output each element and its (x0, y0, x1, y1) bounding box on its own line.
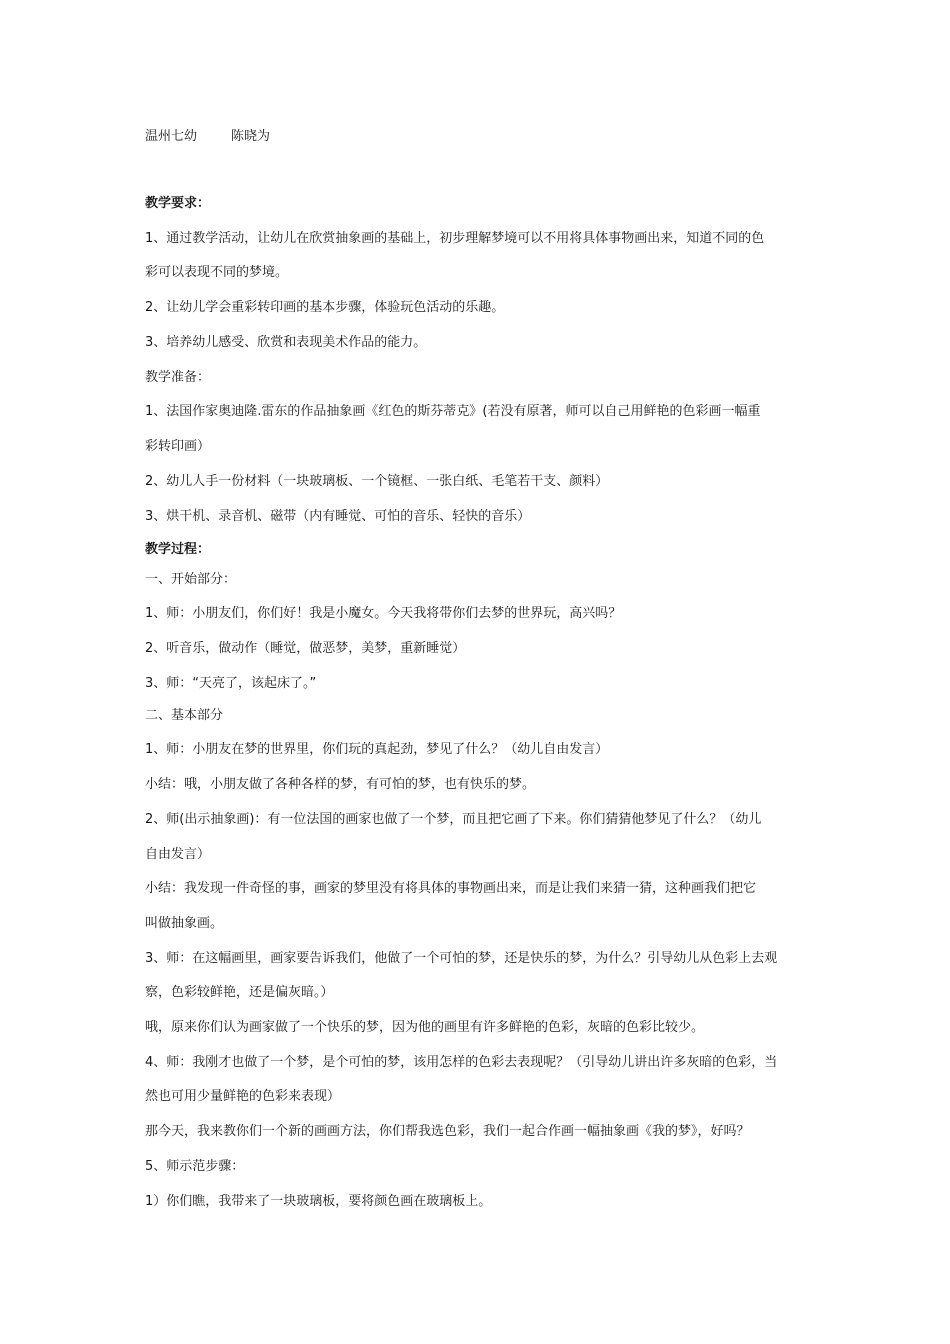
section-heading-preparation: 教学准备： (145, 370, 211, 385)
paragraph-line: 自由发言） (145, 847, 211, 862)
paragraph-line: 5、师示范步骤： (145, 1159, 245, 1174)
paragraph-line: 2、师(出示抽象画)：有一位法国的画家也做了一个梦，而且把它画了下来。你们猜猜他梦见了什么？（幼儿 (145, 812, 762, 827)
paragraph-line: 3、培养幼儿感受、欣赏和表现美术作品的能力。 (145, 335, 427, 350)
paragraph-line: 2、幼儿人手一份材料（一块玻璃板、一个镜框、一张白纸、毛笔若干支、颜料） (145, 474, 609, 489)
paragraph-line: 1、法国作家奥迪隆.雷东的作品抽象画《红色的斯芬蒂克》(若没有原著，师可以自己用鲜艳的色彩画一幅重 (145, 404, 761, 419)
subsection-heading: 一、开始部分： (145, 572, 237, 587)
section-heading-process: 教学过程： (145, 542, 211, 557)
subsection-heading: 二、基本部分 (145, 708, 224, 723)
paragraph-line: 3、师：在这幅画里，画家要告诉我们，他做了一个可怕的梦，还是快乐的梦，为什么？引导幼儿从色彩上去观 (145, 951, 778, 966)
paragraph-line: 4、师：我刚才也做了一个梦，是个可怕的梦，该用怎样的色彩去表现呢？（引导幼儿讲出许多灰暗的色彩，当 (145, 1055, 778, 1070)
paragraph-line: 3、师：“天亮了，该起床了。” (145, 676, 317, 691)
paragraph-line: 然也可用少量鲜艳的色彩来表现） (145, 1089, 341, 1104)
paragraph-line: 1、通过教学活动，让幼儿在欣赏抽象画的基础上，初步理解梦境可以不用将具体事物画出来，知道不同的色 (145, 231, 765, 246)
author-school: 温州七幼 (145, 129, 198, 144)
section-heading-requirements: 教学要求： (145, 196, 211, 211)
paragraph-line: 哦，原来你们认为画家做了一个快乐的梦，因为他的画里有许多鲜艳的色彩，灰暗的色彩比较少。 (145, 1020, 705, 1035)
paragraph-line: 察，色彩较鲜艳，还是偏灰暗。） (145, 985, 334, 1000)
paragraph-line: 叫做抽象画。 (145, 916, 224, 931)
paragraph-line: 小结：我发现一件奇怪的事，画家的梦里没有将具体的事物画出来，而是让我们来猜一猜，这种画我们把它 (145, 881, 757, 896)
paragraph-line: 2、让幼儿学会重彩转印画的基本步骤，体验玩色活动的乐趣。 (145, 300, 505, 315)
paragraph-line: 1、师：小朋友在梦的世界里，你们玩的真起劲，梦见了什么？（幼儿自由发言） (145, 742, 609, 757)
author-name: 陈晓为 (231, 129, 271, 144)
author-line (145, 127, 815, 147)
paragraph-line: 彩转印画） (145, 439, 211, 454)
paragraph-line: 3、烘干机、录音机、磁带（内有睡觉、可怕的音乐、轻快的音乐） (145, 509, 531, 524)
paragraph-line: 彩可以表现不同的梦境。 (145, 265, 289, 280)
paragraph-line: 小结：哦，小朋友做了各种各样的梦，有可怕的梦，也有快乐的梦。 (145, 777, 536, 792)
paragraph-line: 2、听音乐，做动作（睡觉，做恶梦，美梦，重新睡觉） (145, 641, 466, 656)
paragraph-line: 1、师：小朋友们，你们好！我是小魔女。今天我将带你们去梦的世界玩，高兴吗？ (145, 606, 622, 621)
paragraph-line: 那今天，我来教你们一个新的画画方法，你们帮我选色彩，我们一起合作画一幅抽象画《我的梦》，好吗？ (145, 1124, 750, 1139)
paragraph-line: 1）你们瞧，我带来了一块玻璃板，要将颜色画在玻璃板上。 (145, 1194, 492, 1209)
